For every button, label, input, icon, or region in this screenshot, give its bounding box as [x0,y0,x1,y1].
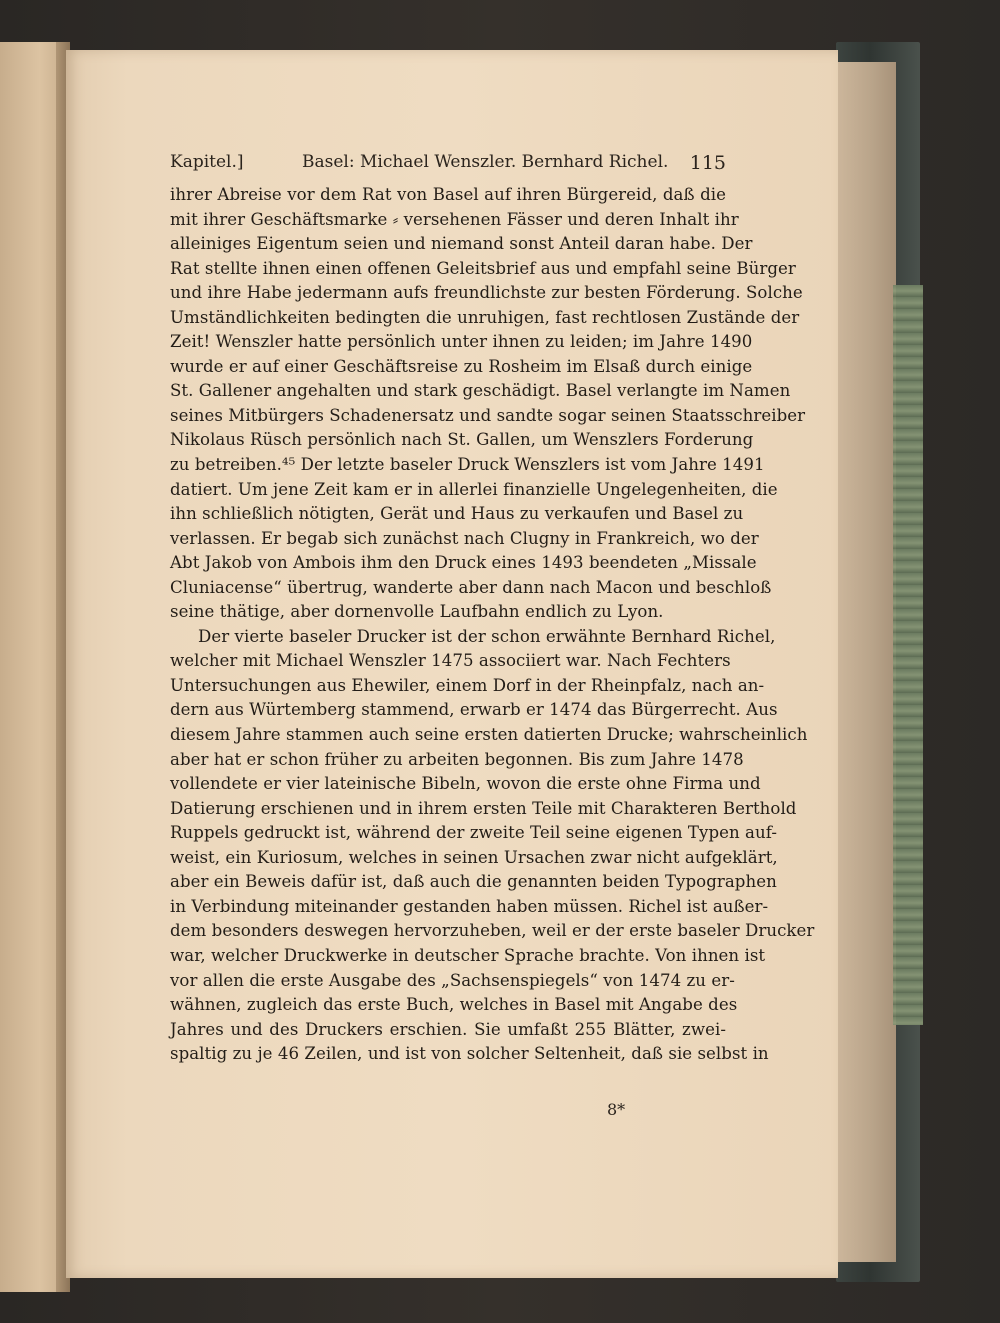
text-line: Datierung erschienen und in ihrem ersten Teile mit Charakteren Berthold [170,798,797,818]
text-line: weist, ein Kuriosum, welches in seinen Ursachen zwar nicht aufgeklärt, [170,847,778,867]
signature-mark: 8* [607,1100,626,1119]
cover-marbling [893,285,923,1025]
text-line: verlassen. Er begab sich zunächst nach Clugny in Frankreich, wo der [170,528,759,548]
text-line: aber hat er schon früher zu arbeiten begonnen. Bis zum Jahre 1478 [170,749,744,769]
text-line: Abt Jakob von Ambois ihm den Druck eines 1493 beendeten „Missale [170,553,757,573]
body-text [170,183,815,1067]
text-line: welcher mit Michael Wenszler 1475 associiert war. Nach Fechters [170,651,731,671]
text-line: vollendete er vier lateinische Bibeln, wovon die erste ohne Firma und [170,774,761,794]
text-line: Cluniacense“ übertrug, wanderte aber dann nach Macon und beschloß [170,577,772,597]
text-line: Untersuchungen aus Ehewiler, einem Dorf in der Rheinpfalz, nach an- [170,675,765,695]
text-line: dem besonders deswegen hervorzuheben, weil er der erste baseler Drucker [170,921,815,941]
text-line: wähnen, zugleich das erste Buch, welches in Basel mit Angabe des [170,995,738,1015]
text-line: spaltig zu je 46 Zeilen, und ist von solcher Seltenheit, daß sie selbst in [170,1044,769,1064]
page-number: 115 [689,152,726,174]
text-line: Umständlichkeiten bedingten die unruhigen, fast rechtlosen Zustände der [170,307,800,327]
text-line: und ihre Habe jedermann aufs freundlichste zur besten Förderung. Solche [170,283,803,303]
text-line: ihn schließlich nötigten, Gerät und Haus zu verkaufen und Basel zu [170,504,744,524]
text-line: mit ihrer Geschäftsmarke ⸗ versehenen Fässer und deren Inhalt ihr [170,209,739,229]
text-line: ihrer Abreise vor dem Rat von Basel auf ihren Bürgereid, daß die [170,185,726,204]
text-line: in Verbindung miteinander gestanden haben müssen. Richel ist außer- [170,896,769,916]
text-line: vor allen die erste Ausgabe des „Sachsenspiegels“ von 1474 zu er- [170,970,735,990]
text-line: Jahres und des Druckers erschien. Sie umfaßt 255 Blätter, zwei- [170,1019,726,1039]
text-line: alleiniges Eigentum seien und niemand sonst Anteil daran habe. Der [170,234,753,254]
text-line: St. Gallener angehalten und stark geschädigt. Basel verlangte im Namen [170,381,791,401]
running-header [170,152,726,178]
header-chapter: Kapitel.] [170,152,244,172]
text-line: seines Mitbürgers Schadenersatz und sandte sogar seinen Staatsschreiber [170,405,806,425]
text-line: datiert. Um jene Zeit kam er in allerlei finanzielle Ungelegenheiten, die [170,479,778,499]
text-line: dern aus Würtemberg stammend, erwarb er 1474 das Bürgerrecht. Aus [170,700,778,720]
text-line: Nikolaus Rüsch persönlich nach St. Gallen, um Wenszlers Forderung [170,430,754,450]
text-line: Ruppels gedruckt ist, während der zweite Teil seine eigenen Typen auf- [170,823,777,843]
text-line: seine thätige, aber dornenvolle Laufbahn endlich zu Lyon. [170,602,664,622]
text-line: Zeit! Wenszler hatte persönlich unter ihnen zu leiden; im Jahre 1490 [170,332,753,352]
text-line: zu betreiben.⁴⁵ Der letzte baseler Druck Wenszlers ist vom Jahre 1491 [170,455,765,475]
text-line: Rat stellte ihnen einen offenen Geleitsbrief aus und empfahl seine Bürger [170,258,796,278]
text-line: war, welcher Druckwerke in deutscher Sprache brachte. Von ihnen ist [170,945,766,965]
paragraph-start-line: Der vierte baseler Drucker ist der schon erwähnte Bernhard Richel, [198,626,776,646]
header-title: Basel: Michael Wenszler. Bernhard Richel. [302,152,669,172]
text-line: wurde er auf einer Geschäftsreise zu Rosheim im Elsaß durch einige [170,356,753,376]
page-stack-edge [836,62,896,1262]
text-line: diesem Jahre stammen auch seine ersten datierten Drucke; wahrscheinlich [170,725,808,745]
text-line: aber ein Beweis dafür ist, daß auch die genannten beiden Typographen [170,872,777,892]
